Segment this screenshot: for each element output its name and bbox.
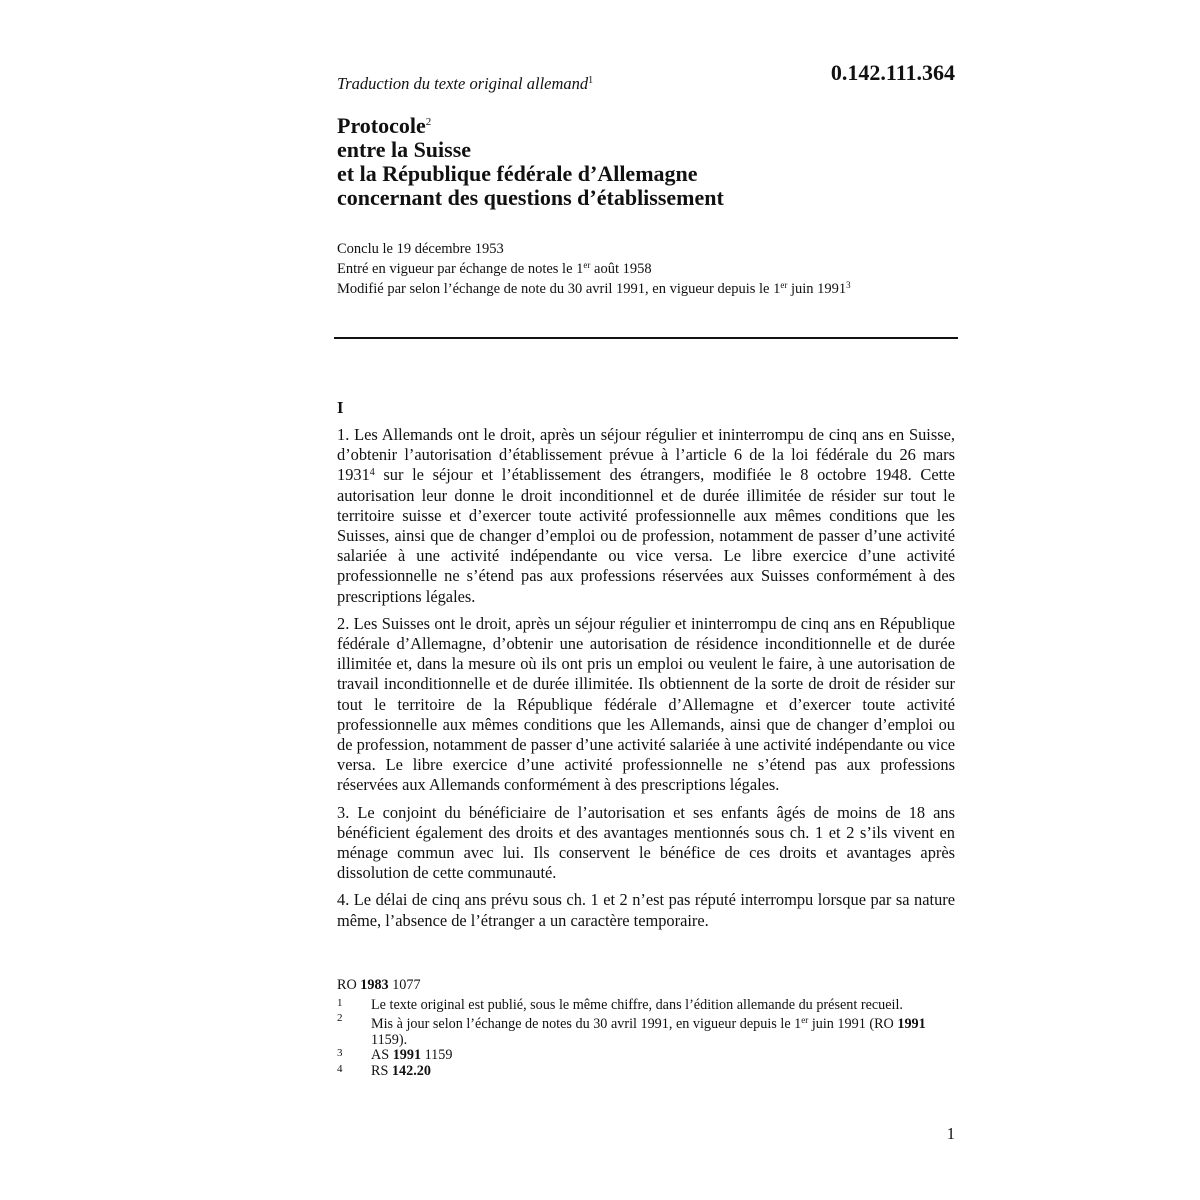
document-metadata xyxy=(337,241,955,297)
footnote-ref-2[interactable]: 2 xyxy=(425,116,432,128)
section-body xyxy=(337,425,955,938)
entry-into-force: Entré en vigueur par échange de notes le 1er août 1958 xyxy=(337,260,652,277)
footnote-ref-1[interactable]: 1 xyxy=(588,75,594,86)
paragraph-3: 3. Le conjoint du bénéficiaire de l’autorisation et ses enfants âgés de moins de 18 ans bénéficient également des droits et des avantages mentionnés sous ch. 1 et 2 s’ils vivent en ménage commun avec lui. Ils conservent le bénéfice de ces droits et avantages après dissolution de cette communauté. xyxy=(337,802,955,883)
footnotes xyxy=(337,978,955,1080)
rs-number: 0.142.111.364 xyxy=(830,60,955,85)
modification-note: Modifié par selon l’échange de note du 30 avril 1991, en vigueur depuis le 1er juin 1991$^3$ xyxy=(337,280,851,297)
footnote-ref-3[interactable]: 3 xyxy=(846,280,851,290)
header-divider xyxy=(334,337,958,339)
footnote-4: 4 RS 142.20 xyxy=(337,1062,431,1079)
paragraph-4: 4. Le délai de cinq ans prévu sous ch. 1 et 2 n’est pas réputé interrompu lorsque par sa nature même, l’absence de l’étranger a un caractère temporaire. xyxy=(337,890,955,930)
paragraph-1: 1. Les Allemands ont le droit, après un séjour régulier et ininterrompu de cinq ans en Suisse, d’obtenir l’autorisation d’établissement prévue à l’article 6 de la loi fédérale du 26 mars 1931$^4$ sur le séjour et l’établissement des étrangers, modifiée le 8 octobre 1948. Cette autorisation leur donne le droit inconditionnel et de durée illimitée de résider sur tout le territoire suisse et d’exercer toute activité professionnelle aux mêmes conditions que les Suisses, ainsi que de changer d’emploi ou de profession, notamment de passer d’une activité salariée à une activité indépendante ou vice versa. Le libre exercice d’une activité professionnelle ne s’étend pas aux professions réservées aux Suisses conformément à des prescriptions légales. xyxy=(337,425,955,606)
source-reference: RO 1983 1077 xyxy=(337,977,421,993)
page-number: 1 xyxy=(946,1124,955,1143)
document-title: Protocole$^2$ entre la Suisse et la République fédérale d’Allemagne concernant des questions d’établissement xyxy=(337,113,724,210)
footnote-1: 1 Le texte original est publié, sous le même chiffre, dans l’édition allemande du présent recueil. xyxy=(337,996,903,1013)
footnote-ref-4[interactable]: 4 xyxy=(369,467,375,479)
concluded-date: Conclu le 19 décembre 1953 xyxy=(337,241,504,257)
footnote-3: 3 AS 1991 1159 xyxy=(337,1047,453,1064)
footnote-2: 2 Mis à jour selon l’échange de notes du 30 avril 1991, en vigueur depuis le 1er juin 1991 (RO 1991 1159). xyxy=(337,1012,926,1048)
translation-note: Traduction du texte original allemand$^1$ xyxy=(337,74,594,93)
section-heading: I xyxy=(337,398,344,417)
paragraph-2: 2. Les Suisses ont le droit, après un séjour régulier et ininterrompu de cinq ans en République fédérale d’Allemagne, d’obtenir une autorisation de résidence inconditionnelle et de durée illimitée et, dans la mesure où ils ont pris un emploi ou veulent le faire, à une autorisation de travail inconditionnelle et de durée illimitée. Ils obtiennent de la sorte de droit de résider sur tout le territoire de la République fédérale d’Allemagne et d’exercer toute activité professionnelle aux mêmes conditions que les Allemands, ainsi que de changer d’emploi ou de profession, notamment de passer d’une activité salariée à une activité indépendante ou vice versa. Le libre exercice d’une activité professionnelle ne s’étend pas aux professions réservées aux Allemands conformément à des prescriptions légales. xyxy=(337,613,955,795)
